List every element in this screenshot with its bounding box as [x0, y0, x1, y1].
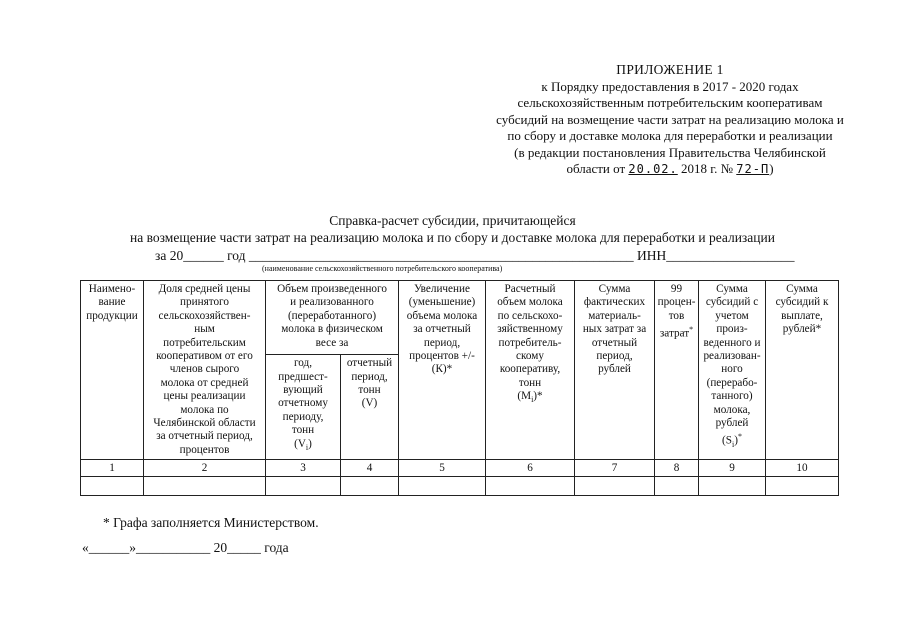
subsidy-table: [80, 280, 839, 496]
empty-cell: [266, 477, 341, 496]
empty-cell: [81, 477, 144, 496]
document-subtitle: на возмещение части затрат на реализацию молока и по сбору и доставке молока для переработки и реализации: [130, 230, 775, 245]
column-number-row: [81, 460, 839, 477]
appendix-header: [470, 62, 870, 178]
col-volume-group: Объем произведенного и реализованного (переработанного) молока в физическом весе за: [266, 281, 399, 355]
col-subsidy-amount: Сумма субсидий с учетом произ- веденного и реализован- ного (перерабо- танного) молока, рублей $(S_i)^*$: [699, 281, 766, 460]
col-price-share: Доля средней цены принятого сельскохозяйствен- ным потребительским кооперативом от его членов сырого молока от средней цены реализации молока по Челябинской области за отчетный период, процентов: [144, 281, 266, 460]
column-number: 3: [266, 460, 341, 477]
appendix-line-6: области от 20.02. 2018 г. № 72-П): [566, 161, 774, 176]
empty-cell: [399, 477, 486, 496]
col-product-name: Наимено- вание продукции: [81, 281, 144, 460]
header-row-1: [81, 281, 839, 355]
appendix-line-1: к Порядку предоставления в 2017 - 2020 годах: [541, 78, 799, 94]
year-cooperative-inn-line: за 20______ год _________________________________________________________ ИНН___________________: [155, 248, 795, 263]
column-number: 6: [486, 460, 575, 477]
data-row-empty: [81, 477, 839, 496]
col-99-percent: 99 процен- тов затрат*: [655, 281, 699, 460]
column-number: 7: [575, 460, 655, 477]
column-number: 2: [144, 460, 266, 477]
empty-cell: [575, 477, 655, 496]
empty-cell: [699, 477, 766, 496]
footnote: * Графа заполняется Министерством.: [103, 515, 319, 530]
empty-cell: [144, 477, 266, 496]
col-estimated-volume: Расчетный объем молока по сельскохо- зяйственному потребитель- скому кооперативу, тонн $(M_i)*$: [486, 281, 575, 460]
date-signature-line: «______»___________ 20_____ года: [82, 540, 289, 555]
handwritten-date: 20.02.: [628, 162, 678, 176]
appendix-title: ПРИЛОЖЕНИЕ 1: [616, 62, 724, 77]
col-volume-change: Увеличение (уменьшение) объема молока за отчетный период, процентов +/- (К)*: [399, 281, 486, 460]
handwritten-number: 72-П: [736, 162, 770, 176]
col-prev-year-volume: год, предшест- вующий отчетному периоду, тонн $(V_i)$: [266, 355, 341, 460]
column-number: 4: [341, 460, 399, 477]
document-title: Справка-расчет субсидии, причитающейся: [329, 213, 576, 228]
appendix-line-4: по сбору и доставке молока для переработки и реализации: [507, 128, 833, 143]
column-number: 8: [655, 460, 699, 477]
cooperative-name-caption: (наименование сельскохозяйственного потребительского кооператива): [262, 264, 503, 273]
column-number: 1: [81, 460, 144, 477]
appendix-line-2: сельскохозяйственным потребительским кооперативам: [517, 95, 823, 110]
appendix-line-3: субсидий на возмещение части затрат на реализацию молока и: [496, 111, 844, 127]
appendix-line-5: (в редакции постановления Правительства Челябинской: [514, 144, 826, 160]
column-number: 9: [699, 460, 766, 477]
empty-cell: [655, 477, 699, 496]
empty-cell: [766, 477, 839, 496]
column-number: 10: [766, 460, 839, 477]
col-subsidy-payout: Сумма субсидий к выплате, рублей*: [766, 281, 839, 460]
col-report-period-volume: отчетный период, тонн (V): [341, 355, 399, 460]
empty-cell: [341, 477, 399, 496]
empty-cell: [486, 477, 575, 496]
col-actual-costs: Сумма фактических материаль- ных затрат за отчетный период, рублей: [575, 281, 655, 460]
column-number: 5: [399, 460, 486, 477]
